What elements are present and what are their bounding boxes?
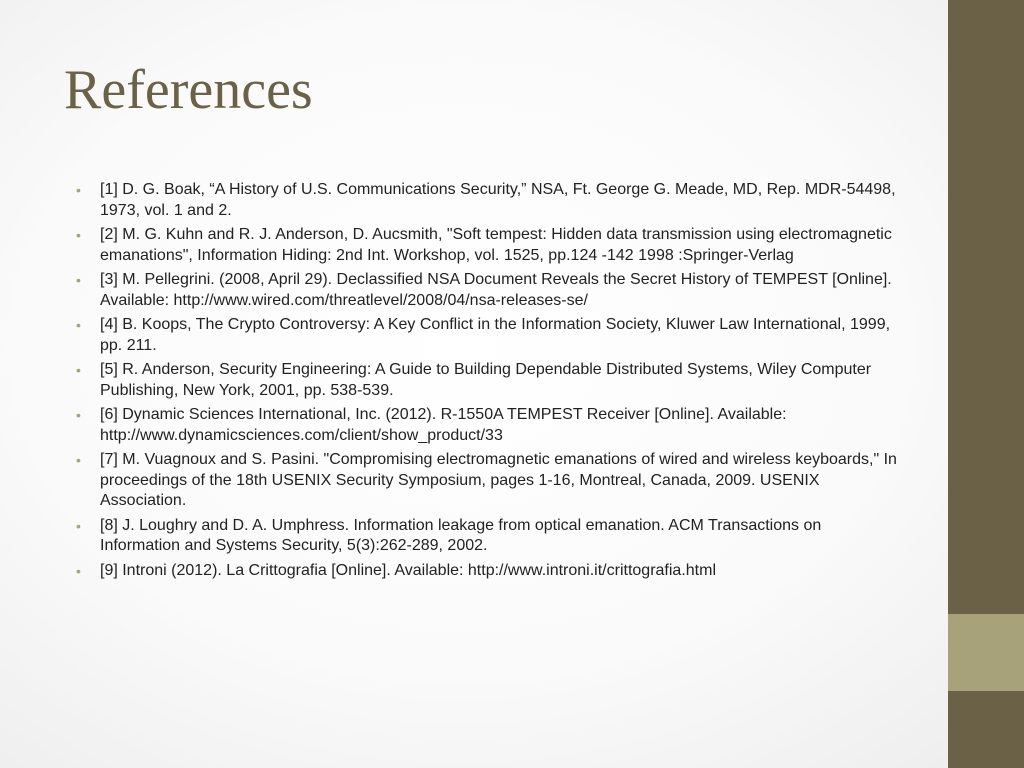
bullet-icon: • [76, 517, 81, 534]
reference-item [74, 270, 904, 311]
reference-item [74, 405, 904, 446]
bullet-icon: • [76, 562, 81, 579]
reference-text: [7] M. Vuagnoux and S. Pasini. "Compromising electromagnetic emanations of wired and wireless keyboards," In proceedings of the 18th USENIX Security Symposium, pages 1-16, Montreal, Canada, 2009. USENIX Association. [100, 451, 897, 509]
bullet-icon: • [76, 407, 81, 423]
reference-item [74, 180, 904, 221]
reference-text: [8] J. Loughry and D. A. Umphress. Information leakage from optical emanation. ACM Transactions on Information and Systems Security, 5(3):262-289, 2002. [100, 516, 822, 554]
bullet-icon: • [76, 452, 81, 468]
reference-item [74, 225, 904, 266]
bullet-icon: • [76, 227, 81, 243]
reference-item [74, 360, 904, 401]
side-accent-block [948, 614, 1024, 691]
bullet-icon: • [76, 272, 81, 288]
reference-text: [6] Dynamic Sciences International, Inc. (2012). R-1550A TEMPEST Receiver [Online]. Available: http://www.dynamicsciences.com/client/show_product/33 [100, 406, 787, 444]
reference-item [74, 516, 904, 557]
reference-text: [2] M. G. Kuhn and R. J. Anderson, D. Aucsmith, "Soft tempest: Hidden data transmission using electromagnetic emanations", Information Hiding: 2nd Int. Workshop, vol. 1525, pp.124 -142 1998 :Springer-Verlag [100, 226, 892, 264]
reference-text: [1] D. G. Boak, “A History of U.S. Communications Security,” NSA, Ft. George G. Meade, MD, Rep. MDR-54498, 1973, vol. 1 and 2. [100, 181, 896, 219]
bullet-icon: • [76, 317, 81, 333]
reference-text: [9] Introni (2012). La Crittografia [Online]. Available: http://www.introni.it/crittografia.html [100, 561, 716, 579]
reference-item [74, 561, 904, 582]
bullet-icon: • [76, 182, 81, 198]
slide-title: References [64, 59, 313, 121]
reference-text: [3] M. Pellegrini. (2008, April 29). Declassified NSA Document Reveals the Secret History of TEMPEST [Online]. Available: http://www.wired.com/threatlevel/2008/04/nsa-releases-se/ [100, 271, 892, 309]
bullet-icon: • [76, 362, 81, 378]
references-list [74, 180, 904, 585]
reference-item [74, 450, 904, 512]
reference-text: [4] B. Koops, The Crypto Controversy: A Key Conflict in the Information Society, Kluwer Law International, 1999, pp. 211. [100, 316, 891, 354]
reference-text: [5] R. Anderson, Security Engineering: A Guide to Building Dependable Distributed Systems, Wiley Computer Publishing, New York, 2001, pp. 538-539. [100, 361, 872, 399]
reference-item [74, 315, 904, 356]
